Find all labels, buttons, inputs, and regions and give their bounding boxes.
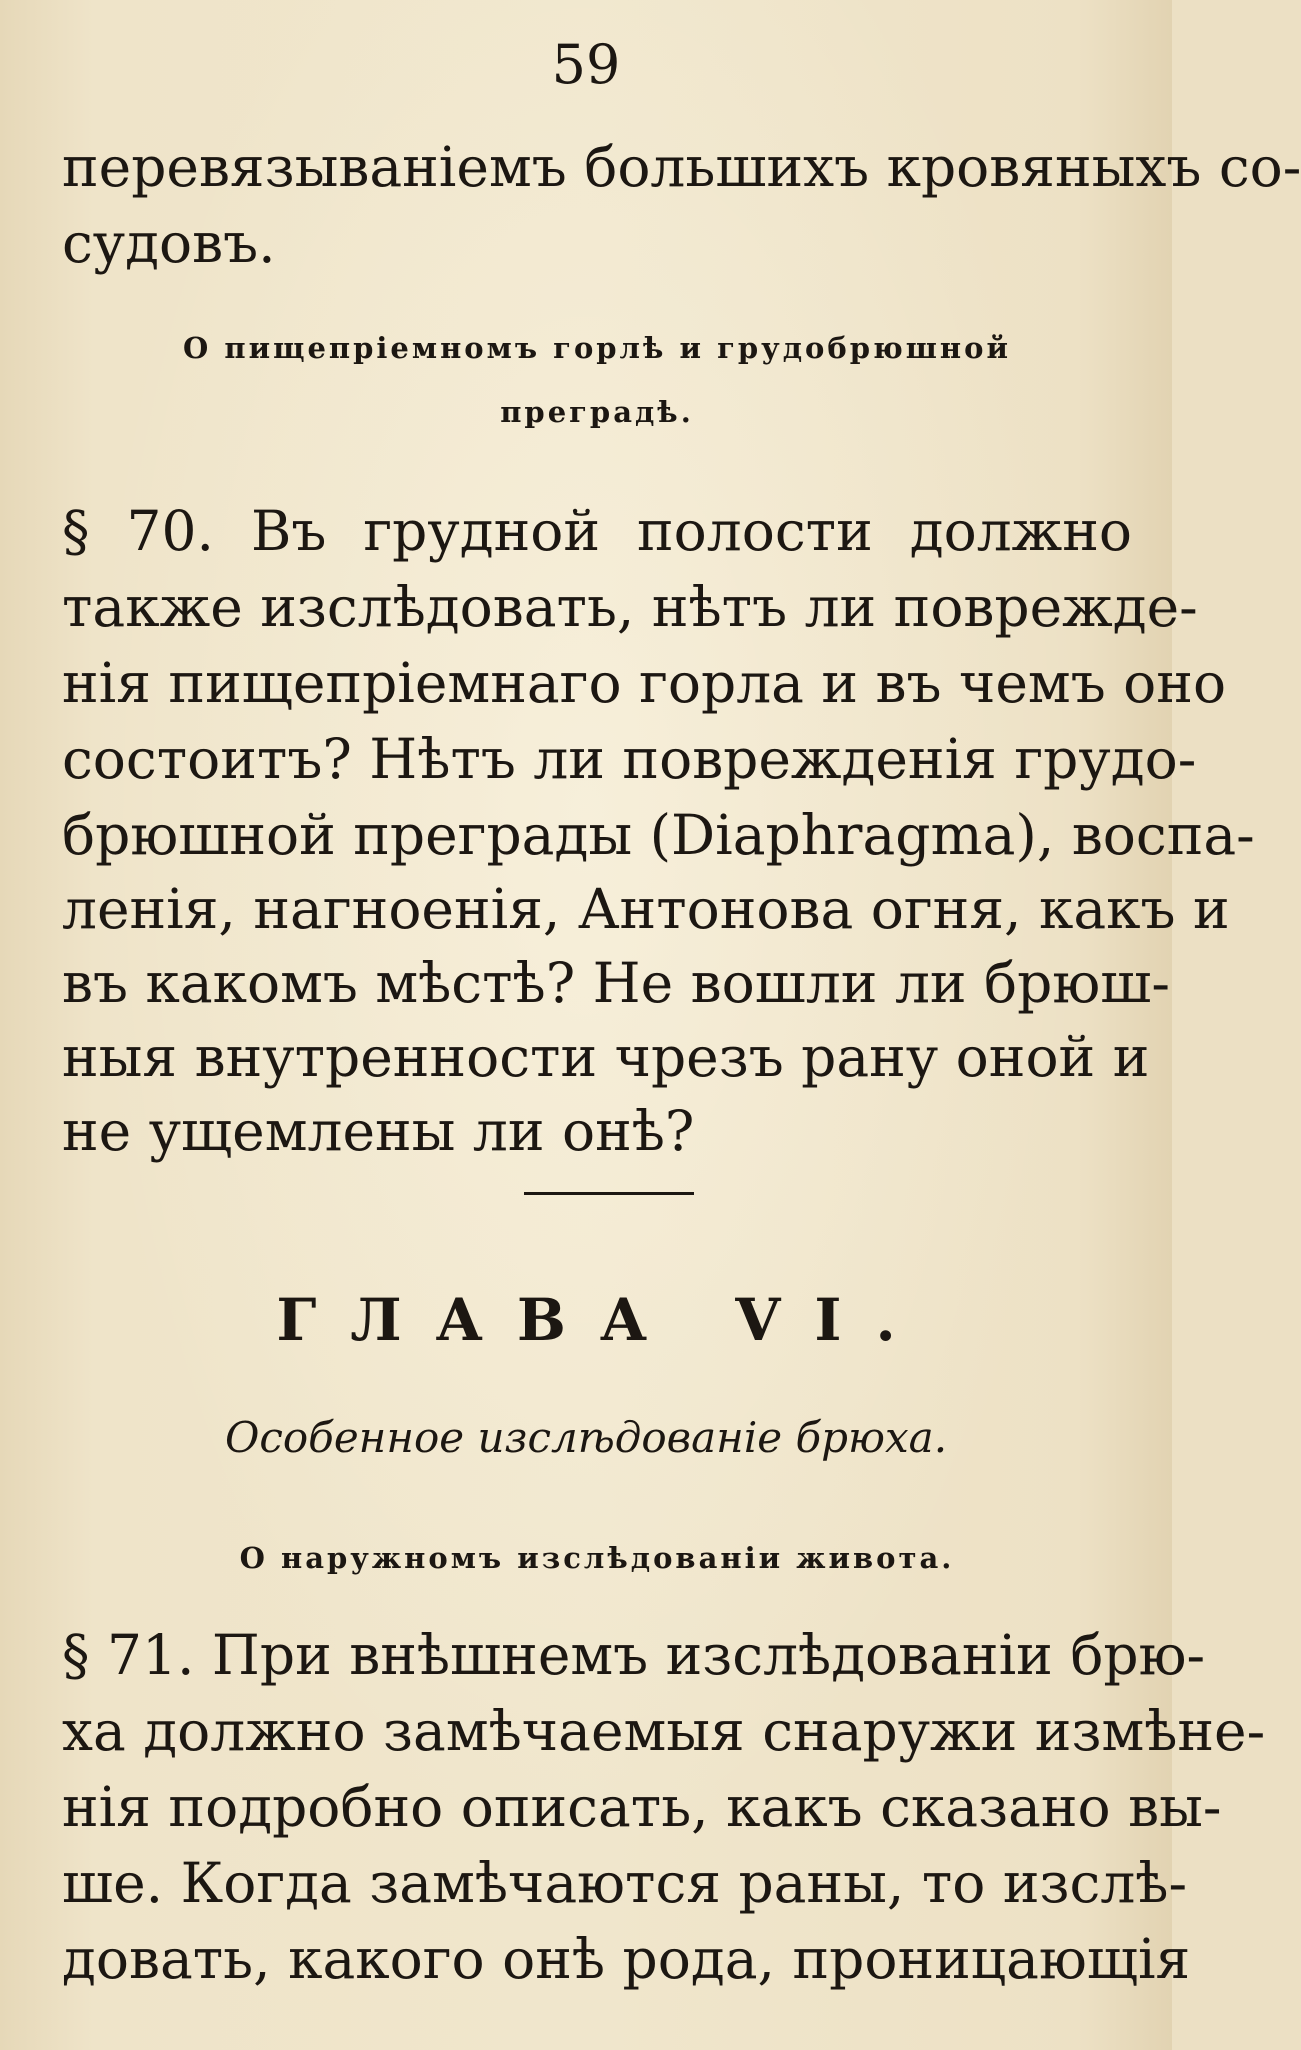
section-heading: преградѣ. — [500, 395, 694, 429]
paragraph-line: ленія, нагноенія, Антонова огня, какъ и — [62, 877, 1230, 941]
paragraph-line: также изслѣдовать, нѣтъ ли поврежде- — [62, 575, 1198, 639]
paragraph-line: состоитъ? Нѣтъ ли поврежденія грудо- — [62, 727, 1197, 791]
section-divider — [524, 1192, 694, 1195]
page-number: 59 — [551, 33, 621, 96]
paragraph-line: брюшной преграды (Diaphragma), воспа- — [62, 803, 1255, 867]
text-line: судовъ. — [62, 211, 276, 275]
section-heading: О наружномъ изслѣдованіи живота. — [239, 1541, 955, 1575]
paragraph-line: § 71. При внѣшнемъ изслѣдованіи брю- — [62, 1623, 1206, 1687]
chapter-title: ГЛАВА VI. — [276, 1286, 930, 1354]
paragraph-line: § 70. Въ грудной полости должно — [62, 499, 1132, 563]
paragraph-line: не ущемлены ли онѣ? — [62, 1099, 695, 1163]
section-heading: О пищепріемномъ горлѣ и грудобрюшной — [182, 331, 1011, 365]
paragraph-line: въ какомъ мѣстѣ? Не вошли ли брюш- — [62, 951, 1170, 1015]
text-line: перевязываніемъ большихъ кровяныхъ со- — [62, 135, 1301, 199]
paragraph-line: довать, какого онѣ рода, проницающія — [62, 1927, 1191, 1991]
paragraph-line: нія подробно описать, какъ сказано вы- — [62, 1775, 1222, 1839]
paragraph-line: нія пищепріемнаго горла и въ чемъ оно — [62, 651, 1227, 715]
paragraph-line: ше. Когда замѣчаются раны, то изслѣ- — [62, 1851, 1188, 1915]
chapter-subtitle: Особенное изслѣдованіе брюха. — [224, 1413, 948, 1462]
paragraph-line: ныя внутренности чрезъ рану оной и — [62, 1025, 1150, 1089]
paragraph-line: ха должно замѣчаемыя снаружи измѣне- — [62, 1699, 1266, 1763]
